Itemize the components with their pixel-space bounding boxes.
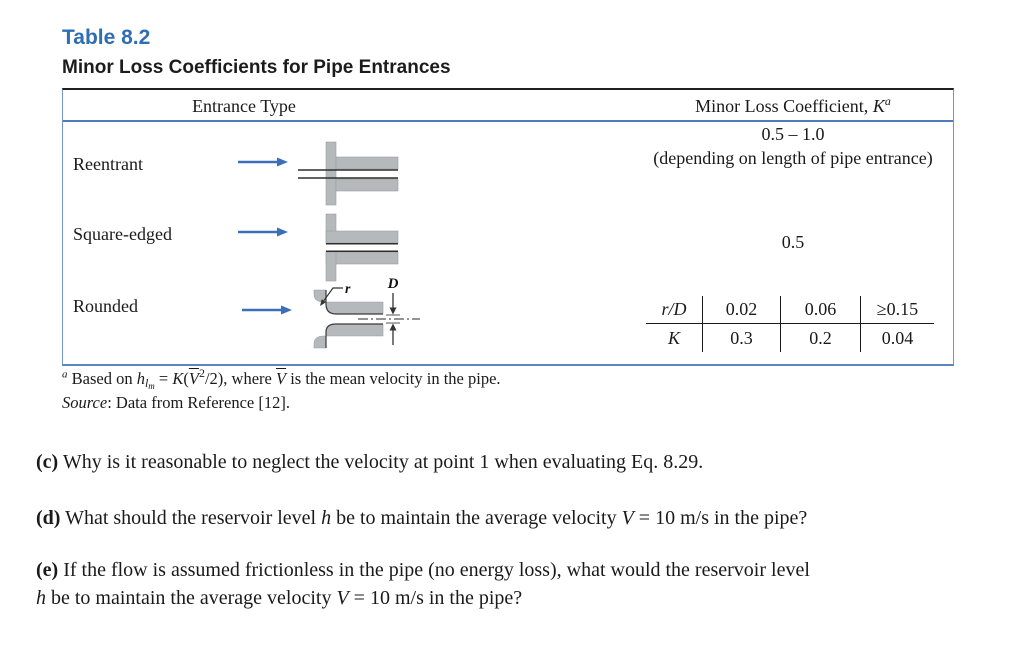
subtable-value: 0.3 [702, 324, 780, 352]
rounded-entrance-diagram [296, 272, 424, 352]
subtable-value: 0.04 [860, 324, 934, 352]
coefficient-note: (depending on length of pipe entrance) [653, 148, 933, 168]
subtable-header-K: K [667, 327, 680, 348]
loss-coefficient-symbol: K [172, 369, 184, 388]
subtable-value: 0.2 [780, 324, 860, 352]
paren: ( [183, 369, 189, 388]
pipe-diameter-label: D [387, 276, 399, 292]
question-d-text: be to maintain the average velocity [331, 507, 622, 529]
question-e-tag: (e) [36, 559, 59, 581]
coefficient-footnote-marker: a [884, 94, 891, 108]
question-c-tag: (c) [36, 451, 59, 473]
coefficient-symbol: K [872, 96, 885, 116]
question-e-text: = 10 m/s in the pipe? [348, 587, 523, 609]
entrance-radius-label: r [345, 282, 351, 297]
coefficient-header-text: Minor Loss Coefficient, [695, 96, 873, 116]
question-d-text: = 10 m/s in the pipe? [633, 507, 808, 529]
question-e [36, 556, 996, 612]
question-d-text: What should the reservoir level [60, 507, 322, 529]
question-c [36, 448, 996, 476]
coefficient-value-reentrant [628, 122, 958, 170]
mean-velocity-symbol: $\overline{V}$ [188, 369, 199, 388]
head-loss-symbol: h [136, 369, 145, 388]
row-label-square-edged: Square-edged [73, 224, 172, 244]
exponent-two: 2 [198, 366, 205, 380]
velocity-symbol: V [621, 507, 634, 529]
source-text: : Data from Reference [12]. [107, 393, 290, 412]
flow-arrow-icon [241, 303, 293, 317]
footnote-marker: a [62, 368, 68, 381]
flow-arrow-icon [237, 225, 289, 239]
flow-arrow-icon [237, 155, 289, 169]
reentrant-entrance-diagram [289, 135, 416, 212]
table-number: Table 8.2 [62, 26, 151, 49]
footnote-text: /2), where [204, 369, 276, 388]
subtable-value: 0.06 [780, 296, 860, 324]
subscript-l: l [144, 376, 149, 390]
row-label-reentrant: Reentrant [73, 154, 143, 174]
column-header-entrance-type: Entrance Type [192, 96, 296, 116]
table-title: Minor Loss Coefficients for Pipe Entrances [62, 57, 451, 78]
question-c-text: Why is it reasonable to neglect the velocity at point 1 when evaluating Eq. 8.29. [58, 451, 704, 473]
subtable-value: ≥0.15 [860, 296, 934, 324]
question-d-tag: (d) [36, 507, 61, 529]
table-footnote-equation [62, 366, 501, 391]
reservoir-level-symbol: h [36, 587, 46, 609]
column-header-coefficient [628, 96, 958, 117]
rounded-coefficient-subtable [646, 296, 934, 352]
row-label-rounded: Rounded [73, 296, 138, 316]
subtable-value: 0.02 [702, 296, 780, 324]
question-e-text: If the flow is assumed frictionless in the pipe (no energy loss), what would the reservoir level [58, 559, 810, 581]
velocity-symbol: V [336, 587, 349, 609]
table-source-note [62, 393, 290, 413]
equals-sign: = [154, 369, 173, 388]
question-e-text: be to maintain the average velocity [46, 587, 337, 609]
subscript-m: m [148, 381, 155, 391]
source-label: Source [62, 393, 108, 412]
mean-velocity-symbol: $\overline{V}$ [275, 369, 287, 388]
footnote-text: Based on [67, 369, 137, 388]
coefficient-value-square-edged: 0.5 [781, 232, 805, 252]
coefficient-range: 0.5 – 1.0 [761, 124, 825, 144]
footnote-text: is the mean velocity in the pipe. [286, 369, 501, 388]
subtable-header-rD: r/D [661, 299, 687, 319]
minor-loss-table [62, 88, 954, 366]
question-d [36, 504, 996, 532]
reservoir-level-symbol: h [321, 507, 332, 529]
